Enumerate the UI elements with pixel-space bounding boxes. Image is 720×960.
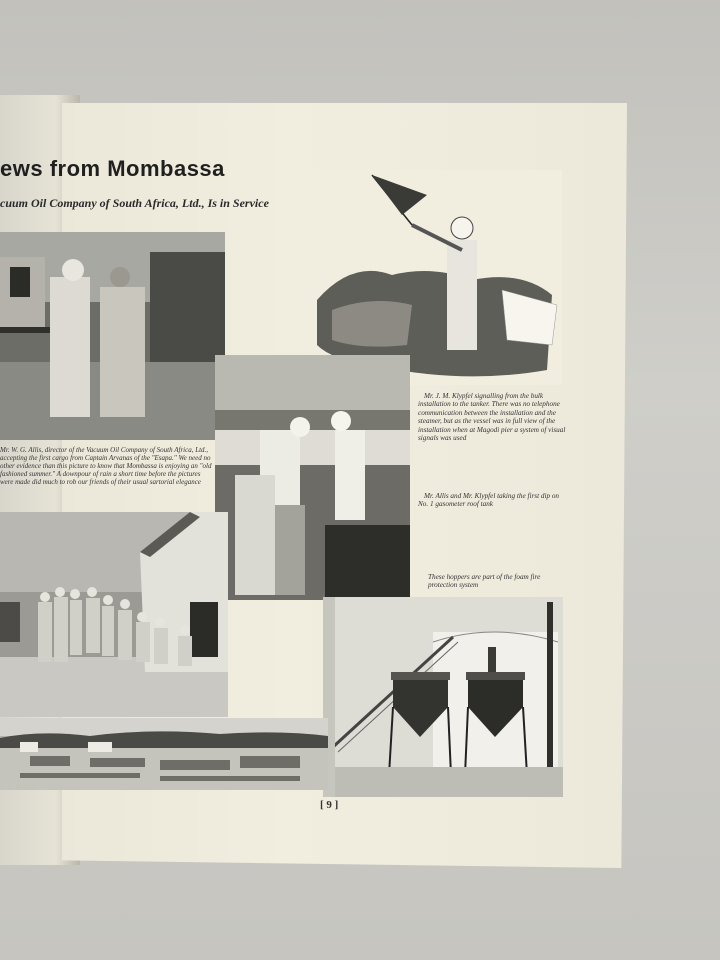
caption-allis: Mr. W. G. Allis, director of the Vacuum Oil Company of South Africa, Ltd., accepting the first cargo from Captain Arvanas of the "Esapa." We need no other evidence than this picture to know that Mombassa is enjoying an "old fashioned summer." A downpour of rain a short time before the pictures were made did much to rob our friends of their usual sartorial elegance xyxy=(0,446,212,487)
photo-ship-deck xyxy=(0,232,225,440)
photo-group-building xyxy=(0,512,228,717)
photo-taking-dip xyxy=(215,355,410,600)
caption-hoppers: These hoppers are part of the foam fire protection system xyxy=(428,573,541,590)
photo-aerial-installation xyxy=(0,718,328,790)
caption-signalling: Mr. J. M. Klypfel signalling from the bulk installation to the tanker. There was no telephone communication between the installation and the steamer, but as the vessel was in full view of the installation when at Magodi pier a system of visual signals was used xyxy=(418,392,566,443)
article-subhead: cuum Oil Company of South Africa, Ltd., Is in Service xyxy=(0,196,269,210)
article-headline: ews from Mombassa xyxy=(0,156,225,181)
caption-first-dip: Mr. Allis and Mr. Klypfel taking the first dip on No. 1 gasometer roof tank xyxy=(418,492,560,509)
photo-signalling xyxy=(312,170,562,385)
page-number: [ 9 ] xyxy=(320,799,339,811)
photo-hoppers xyxy=(323,597,563,797)
